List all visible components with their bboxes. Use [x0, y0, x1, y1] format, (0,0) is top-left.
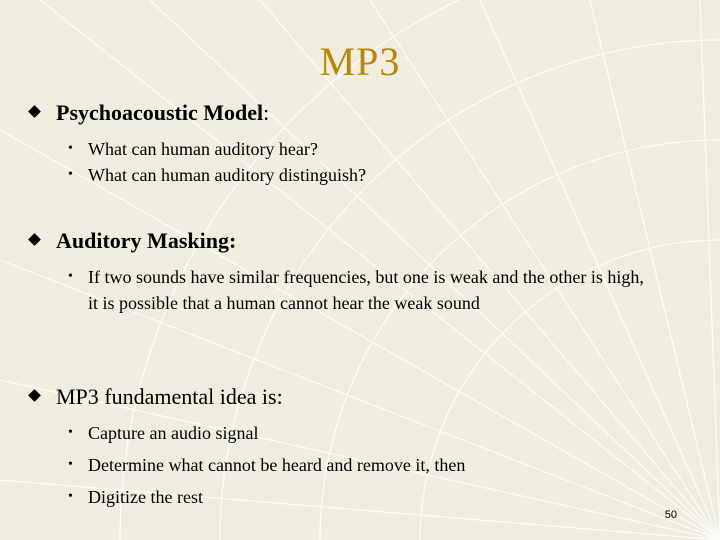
dot-bullet-icon: • [68, 489, 73, 504]
list-item-text: Capture an audio signal [88, 423, 259, 443]
diamond-bullet-icon [28, 233, 41, 246]
list-item-text: If two sounds have similar frequencies, but one is weak and the other is high, it is possible that a human cannot hear the weak sound [88, 267, 644, 313]
list-item [68, 417, 668, 449]
section-heading [56, 100, 269, 126]
list-item [68, 162, 668, 188]
dot-bullet-icon: • [68, 141, 73, 156]
slide-title: MP3 [319, 39, 401, 84]
section-auditory-masking [30, 228, 236, 254]
section-mp3-idea [30, 384, 283, 410]
sub-list-psychoacoustic [68, 136, 668, 188]
sub-list-mp3-idea [68, 417, 668, 513]
section-heading: MP3 fundamental idea is: [56, 384, 283, 409]
list-item [68, 264, 658, 316]
diamond-bullet-icon [28, 389, 41, 402]
list-item [68, 449, 668, 481]
section-psychoacoustic-model [30, 100, 269, 126]
dot-bullet-icon: • [68, 167, 73, 182]
list-item [68, 136, 668, 162]
sub-list-masking [68, 264, 658, 316]
heading-suffix: : [263, 100, 270, 125]
page-number: 50 [664, 509, 677, 521]
list-item-text: Determine what cannot be heard and remove it, then [88, 455, 466, 475]
dot-bullet-icon: • [68, 269, 73, 284]
list-item-text: What can human auditory distinguish? [88, 165, 366, 185]
section-heading: Auditory Masking: [56, 228, 237, 253]
diamond-bullet-icon [28, 105, 41, 118]
list-item-text: Digitize the rest [88, 487, 203, 507]
dot-bullet-icon: • [68, 457, 73, 472]
dot-bullet-icon: • [68, 425, 73, 440]
heading-bold-text: Psychoacoustic Model [56, 100, 264, 125]
list-item-text: What can human auditory hear? [88, 139, 318, 159]
list-item [68, 481, 668, 513]
